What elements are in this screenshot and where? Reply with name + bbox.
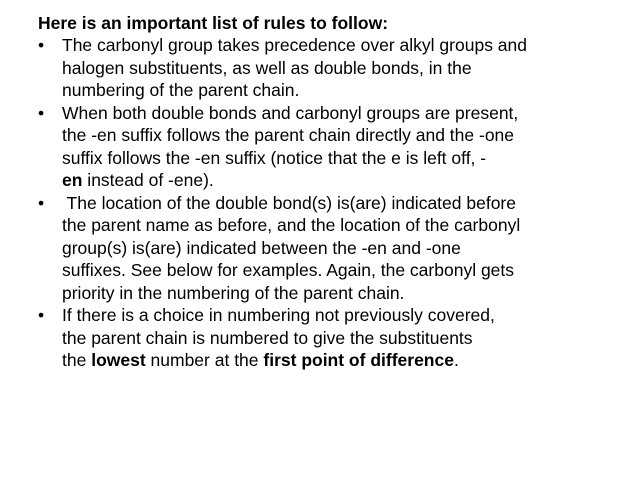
rule-3-line-3: group(s) is(are) indicated between the -en and -one: [62, 237, 461, 258]
rule-2-line-4: [62, 169, 614, 192]
rule-1-line-2: halogen substituents, as well as double bonds, in the: [62, 57, 472, 78]
rule-2-line-3: suffix follows the -en suffix (notice that the e is left off, -: [62, 147, 487, 168]
bold-en-suffix: en: [62, 170, 83, 190]
rule-3-line-4: suffixes. See below for examples. Again, the carbonyl gets: [62, 260, 515, 280]
rule-4-line-1: If there is a choice in numbering not previously covered,: [62, 305, 495, 325]
rule-3-line-5: priority in the numbering of the parent chain.: [62, 282, 405, 303]
rule-1-line-3: numbering of the parent chain.: [62, 80, 300, 100]
rule-4-line-3: [62, 349, 614, 372]
rule-2-line-4-rest: instead of -ene).: [82, 170, 214, 190]
bullet-icon: •: [38, 192, 45, 213]
rules-list: [38, 34, 614, 372]
rule-3-line-1: The location of the double bond(s) is(are) indicated before: [62, 192, 516, 213]
rule-4-text-c: .: [453, 350, 459, 370]
bullet-icon: •: [38, 305, 45, 325]
rule-3-line-2: the parent name as before, and the location of the carbonyl: [62, 215, 521, 235]
rule-item-4: [38, 304, 614, 372]
rule-1-line-1: The carbonyl group takes precedence over alkyl groups and: [62, 35, 527, 55]
rule-2-line-2: the -en suffix follows the parent chain directly and the -one: [62, 125, 515, 145]
rule-4-text-b: number at the: [145, 350, 264, 370]
slide-content: [38, 12, 614, 372]
rules-heading: Here is an important list of rules to follow:: [38, 13, 389, 33]
rule-item-1: [38, 34, 614, 102]
bold-first-point-of-difference: first point of difference: [263, 350, 454, 370]
bullet-icon: •: [38, 102, 45, 123]
rule-item-2: [38, 102, 614, 192]
bullet-icon: •: [38, 35, 45, 55]
rule-2-line-1: When both double bonds and carbonyl groups are present,: [62, 102, 519, 123]
rule-4-text-a: the: [62, 350, 92, 370]
rule-item-3: [38, 192, 614, 305]
bold-lowest: lowest: [91, 350, 146, 370]
rule-4-line-2: the parent chain is numbered to give the substituents: [62, 327, 473, 348]
